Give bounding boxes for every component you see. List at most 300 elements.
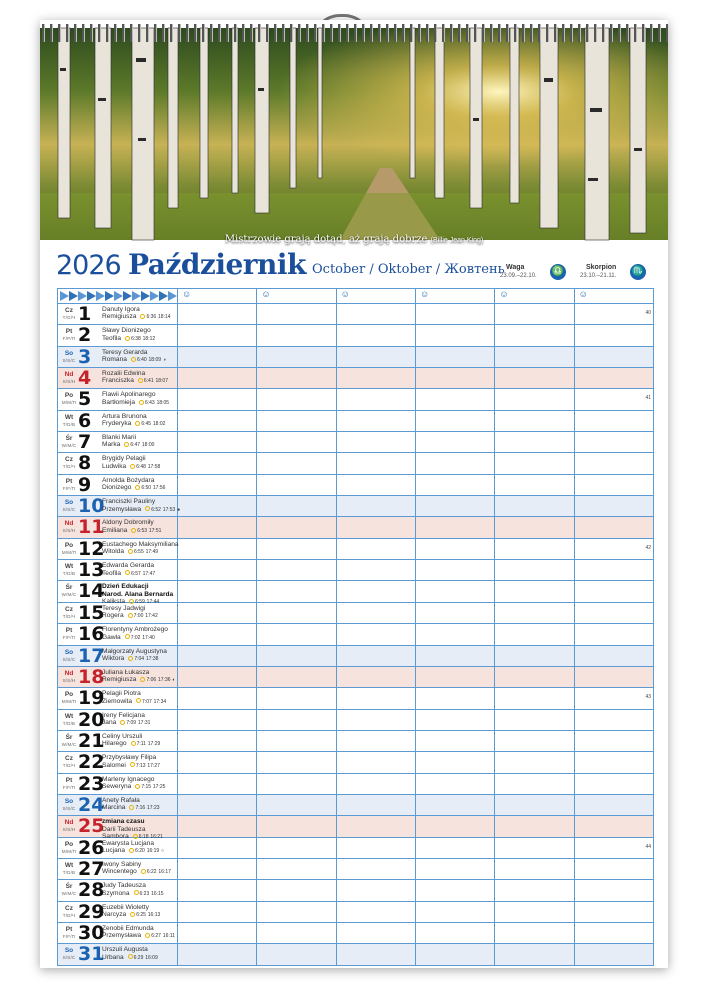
note-cell[interactable] [257, 410, 336, 431]
note-cell[interactable] [178, 837, 257, 858]
note-cell[interactable] [495, 773, 574, 794]
day-row [58, 837, 654, 858]
note-cell[interactable] [415, 688, 494, 709]
note-cell[interactable] [257, 922, 336, 943]
note-cell[interactable] [574, 346, 653, 367]
sunrise-time: 6:40 [136, 357, 147, 364]
note-cell[interactable] [495, 517, 574, 538]
note-cell[interactable] [178, 496, 257, 517]
note-cell[interactable] [574, 730, 653, 751]
note-cell[interactable] [178, 624, 257, 645]
nameday: Jana [102, 718, 117, 726]
note-cell[interactable] [495, 688, 574, 709]
note-cell[interactable] [336, 837, 415, 858]
nameday: Zenobii Edmunda [102, 924, 154, 932]
note-cell[interactable] [257, 752, 336, 773]
sun-icon [128, 954, 133, 959]
note-cell[interactable] [415, 837, 494, 858]
note-cell[interactable] [336, 304, 415, 325]
note-cell[interactable] [336, 880, 415, 901]
sun-icon [131, 528, 136, 533]
weekday: Po [64, 691, 74, 699]
note-cell[interactable] [257, 496, 336, 517]
note-cell[interactable] [495, 624, 574, 645]
weekday-abbrev: T/D/Ч [62, 763, 76, 769]
note-cell[interactable] [574, 432, 653, 453]
note-cell[interactable] [574, 837, 653, 858]
note-cell[interactable] [257, 581, 336, 602]
note-cell[interactable] [257, 688, 336, 709]
note-cell[interactable] [415, 944, 494, 965]
note-cell[interactable] [336, 794, 415, 815]
note-cell[interactable] [415, 666, 494, 687]
note-cell[interactable] [495, 880, 574, 901]
note-cell[interactable] [415, 901, 494, 922]
weekday-abbrev: W/M/С [61, 741, 77, 747]
note-cell[interactable] [495, 922, 574, 943]
sunrise-time: 6:57 [131, 570, 141, 577]
note-cell[interactable] [336, 474, 415, 495]
weekday: Pt [65, 627, 73, 635]
note-cell[interactable] [178, 410, 257, 431]
sun-icon [135, 421, 140, 426]
note-cell[interactable] [574, 858, 653, 879]
note-cell[interactable] [257, 602, 336, 623]
nameday: Marleny Ignacego [102, 775, 155, 783]
note-cell[interactable] [178, 794, 257, 815]
moon-phase-icon: ◐ [172, 677, 176, 684]
note-cell[interactable] [257, 645, 336, 666]
person-column-5[interactable]: ☺ [495, 289, 574, 304]
note-cell[interactable] [178, 517, 257, 538]
note-cell[interactable] [336, 816, 415, 837]
sun-icon [140, 677, 145, 682]
sunrise-time: 6:48 [136, 463, 146, 470]
note-cell[interactable] [495, 496, 574, 517]
day-number: 18 [78, 665, 105, 688]
note-cell[interactable] [574, 517, 653, 538]
note-cell[interactable] [178, 901, 257, 922]
note-cell[interactable] [415, 645, 494, 666]
note-cell[interactable] [336, 410, 415, 431]
note-cell[interactable] [336, 624, 415, 645]
note-cell[interactable] [336, 346, 415, 367]
note-cell[interactable] [336, 944, 415, 965]
weekday-abbrev: F/F/П [62, 784, 76, 790]
weekday: So [64, 499, 74, 507]
note-cell[interactable] [257, 837, 336, 858]
sunset-time: 16:13 [147, 912, 161, 919]
nameday: Edwarda Gerarda [102, 562, 155, 570]
note-cell[interactable] [336, 432, 415, 453]
note-cell[interactable] [495, 538, 574, 559]
note-cell[interactable] [574, 389, 653, 410]
sun-icon [130, 762, 135, 767]
namedays [102, 840, 182, 856]
day-cell [58, 837, 178, 858]
note-cell[interactable] [336, 496, 415, 517]
sunset-time: 17:58 [147, 463, 161, 470]
namedays [102, 946, 182, 962]
note-cell[interactable] [574, 773, 653, 794]
weekday: So [64, 947, 74, 955]
note-cell[interactable] [415, 389, 494, 410]
weekday: Wt [64, 712, 74, 720]
day-cell [58, 368, 178, 389]
zodiac-scorpio-dates: 23.10.–21.11. [580, 273, 617, 279]
day-row [58, 858, 654, 879]
note-cell[interactable] [257, 389, 336, 410]
note-cell[interactable] [257, 709, 336, 730]
note-cell[interactable] [336, 858, 415, 879]
note-cell[interactable] [574, 560, 653, 581]
sun-icon [136, 698, 141, 703]
note-cell[interactable] [178, 688, 257, 709]
note-cell[interactable] [495, 389, 574, 410]
note-cell[interactable] [178, 922, 257, 943]
note-cell[interactable] [178, 325, 257, 346]
day-cell [58, 453, 178, 474]
note-cell[interactable] [257, 858, 336, 879]
sunset-time: 17:44 [146, 599, 160, 606]
sunrise-time: 6:47 [130, 442, 141, 449]
note-cell[interactable] [257, 794, 336, 815]
person-column-2[interactable]: ☺ [257, 289, 336, 304]
day-number: 6 [78, 409, 92, 432]
header-photo [40, 28, 668, 245]
note-cell[interactable] [336, 773, 415, 794]
note-cell[interactable] [495, 474, 574, 495]
note-cell[interactable] [257, 730, 336, 751]
day-number: 9 [78, 473, 92, 496]
person-column-3[interactable]: ☺ [336, 289, 415, 304]
note-cell[interactable] [336, 602, 415, 623]
note-cell[interactable] [495, 581, 574, 602]
sunset-time: 17:27 [147, 762, 160, 769]
note-cell[interactable] [495, 645, 574, 666]
note-cell[interactable] [415, 624, 494, 645]
weekday: Śr [65, 584, 73, 592]
nameday: Florentyny Ambrożego [102, 626, 168, 634]
note-cell[interactable] [574, 752, 653, 773]
zodiac-libra-dates: 23.09.–22.10. [500, 273, 537, 279]
weekday: Po [64, 541, 74, 549]
weekday-abbrev: F/F/П [62, 933, 76, 939]
sunrise-time: 6:43 [144, 399, 155, 406]
nameday: Kaliksta [102, 598, 126, 606]
note-cell[interactable] [336, 901, 415, 922]
day-number: 5 [78, 388, 92, 411]
note-cell[interactable] [574, 944, 653, 965]
note-cell[interactable] [495, 666, 574, 687]
note-cell[interactable] [415, 368, 494, 389]
note-cell[interactable] [415, 496, 494, 517]
note-cell[interactable] [257, 474, 336, 495]
day-row [58, 581, 654, 602]
note-cell[interactable] [574, 368, 653, 389]
note-cell[interactable] [257, 944, 336, 965]
note-cell[interactable] [495, 453, 574, 474]
note-cell[interactable] [574, 645, 653, 666]
day-row [58, 389, 654, 410]
sun-icon [138, 378, 143, 383]
nameday: Remigiusza [102, 313, 137, 321]
note-cell[interactable] [178, 538, 257, 559]
weekday-abbrev: S/S/Н [62, 677, 76, 683]
nameday: Romana [102, 356, 127, 364]
day-cell [58, 624, 178, 645]
note-cell[interactable] [495, 730, 574, 751]
note-cell[interactable] [574, 325, 653, 346]
note-cell[interactable] [495, 837, 574, 858]
note-cell[interactable] [336, 922, 415, 943]
weekday-abbrev: M/M/П [61, 549, 77, 555]
note-cell[interactable] [178, 560, 257, 581]
day-number: 8 [78, 452, 92, 475]
person-column-4[interactable]: ☺ [415, 289, 494, 304]
note-cell[interactable] [178, 666, 257, 687]
note-cell[interactable] [257, 666, 336, 687]
weekday-abbrev: S/S/Н [62, 528, 76, 534]
person-column-6[interactable]: ☺ [574, 289, 653, 304]
note-cell[interactable] [336, 368, 415, 389]
note-cell[interactable] [415, 816, 494, 837]
note-cell[interactable] [336, 730, 415, 751]
sunrise-time: 6:53 [137, 527, 148, 534]
note-cell[interactable] [336, 666, 415, 687]
sun-icon [128, 656, 133, 661]
quote-text: Mistrzowie grają dotąd, aż grają dobrze [224, 234, 428, 245]
note-cell[interactable] [415, 794, 494, 815]
note-cell[interactable] [415, 517, 494, 538]
note-cell[interactable] [178, 368, 257, 389]
note-cell[interactable] [415, 858, 494, 879]
note-cell[interactable] [178, 432, 257, 453]
weekday-abbrev: M/M/П [61, 400, 77, 406]
note-cell[interactable] [178, 880, 257, 901]
nameday: Teofila [102, 569, 122, 577]
note-cell[interactable] [495, 368, 574, 389]
note-cell[interactable] [415, 538, 494, 559]
note-cell[interactable] [257, 432, 336, 453]
note-cell[interactable] [178, 752, 257, 773]
weekday-abbrev: S/S/С [62, 805, 76, 811]
sun-icon [129, 805, 134, 810]
note-cell[interactable] [574, 581, 653, 602]
note-cell[interactable] [336, 538, 415, 559]
note-cell[interactable] [336, 325, 415, 346]
note-cell[interactable] [336, 453, 415, 474]
note-cell[interactable] [257, 346, 336, 367]
note-cell[interactable] [415, 602, 494, 623]
note-cell[interactable] [574, 709, 653, 730]
note-cell[interactable] [574, 474, 653, 495]
day-rows [58, 304, 654, 966]
note-cell[interactable] [178, 944, 257, 965]
note-cell[interactable] [574, 816, 653, 837]
sunrise-time: 6:20 [135, 848, 145, 854]
day-number: 2 [78, 324, 92, 347]
note-cell[interactable] [574, 794, 653, 815]
weekday: Nd [64, 819, 74, 827]
note-cell[interactable] [495, 325, 574, 346]
weekday-abbrev: S/S/С [62, 656, 76, 662]
note-cell[interactable] [257, 517, 336, 538]
note-cell[interactable] [336, 560, 415, 581]
note-cell[interactable] [257, 773, 336, 794]
namedays [102, 306, 182, 322]
nameday: Artura Brunona [102, 412, 147, 420]
note-cell[interactable] [415, 325, 494, 346]
note-cell[interactable] [257, 368, 336, 389]
note-cell[interactable] [495, 560, 574, 581]
note-cell[interactable] [336, 752, 415, 773]
note-cell[interactable] [257, 325, 336, 346]
note-cell[interactable] [257, 304, 336, 325]
note-cell[interactable] [574, 880, 653, 901]
sunrise-time: 6:45 [141, 421, 152, 428]
note-cell[interactable] [257, 901, 336, 922]
note-cell[interactable] [574, 624, 653, 645]
sun-icon [135, 784, 140, 789]
note-cell[interactable] [178, 602, 257, 623]
day-number: 24 [78, 793, 105, 816]
note-cell[interactable] [257, 816, 336, 837]
nameday: Teresy Jadwigi [102, 604, 146, 612]
weekday: Pt [65, 776, 73, 784]
note-cell[interactable] [574, 602, 653, 623]
note-cell[interactable] [574, 453, 653, 474]
nameday: Anety Rafała [102, 796, 140, 804]
note-cell[interactable] [336, 709, 415, 730]
sunset-time: 18:12 [142, 335, 156, 342]
day-cell [58, 944, 178, 965]
note-cell[interactable] [574, 496, 653, 517]
note-cell[interactable] [415, 453, 494, 474]
note-cell[interactable] [415, 432, 494, 453]
note-cell[interactable] [336, 581, 415, 602]
month-title: Październik [128, 248, 306, 281]
note-cell[interactable] [495, 858, 574, 879]
nameday: Emiliana [102, 526, 128, 534]
note-cell[interactable] [415, 304, 494, 325]
weekday-abbrev: F/F/П [62, 635, 76, 641]
note-cell[interactable] [574, 304, 653, 325]
note-cell[interactable] [415, 730, 494, 751]
note-cell[interactable] [336, 688, 415, 709]
note-cell[interactable] [495, 816, 574, 837]
note-cell[interactable] [415, 346, 494, 367]
sunset-time: 17:36 [158, 677, 171, 684]
weekday-abbrev: F/F/П [62, 485, 76, 491]
nameday: Marcina [102, 804, 126, 812]
note-cell[interactable] [178, 453, 257, 474]
note-cell[interactable] [178, 346, 257, 367]
note-cell[interactable] [336, 389, 415, 410]
sunset-time: 16:11 [162, 933, 175, 940]
nameday: Aldony Dobromiły [102, 519, 154, 527]
spiral-binding [40, 24, 668, 42]
note-cell[interactable] [495, 944, 574, 965]
note-cell[interactable] [178, 474, 257, 495]
note-cell[interactable] [178, 389, 257, 410]
note-cell[interactable] [495, 304, 574, 325]
note-cell[interactable] [495, 410, 574, 431]
note-cell[interactable] [574, 922, 653, 943]
note-cell[interactable] [574, 538, 653, 559]
sun-icon [129, 848, 134, 853]
sun-icon [135, 485, 140, 490]
note-cell[interactable] [415, 560, 494, 581]
note-cell[interactable] [495, 602, 574, 623]
note-cell[interactable] [415, 752, 494, 773]
note-cell[interactable] [178, 773, 257, 794]
note-cell[interactable] [574, 410, 653, 431]
note-cell[interactable] [178, 645, 257, 666]
note-cell[interactable] [495, 346, 574, 367]
note-cell[interactable] [178, 709, 257, 730]
sun-icon [125, 634, 130, 639]
note-cell[interactable] [178, 581, 257, 602]
namedays [102, 498, 182, 514]
weekday: Po [64, 840, 74, 848]
nameday: Teofila [102, 334, 122, 342]
note-cell[interactable] [178, 304, 257, 325]
note-cell[interactable] [415, 773, 494, 794]
note-cell[interactable] [574, 688, 653, 709]
sun-icon [131, 357, 136, 362]
sun-icon [139, 400, 144, 405]
weekday-abbrev: S/S/С [62, 955, 76, 961]
note-cell[interactable] [415, 581, 494, 602]
sun-icon [124, 442, 129, 447]
note-cell[interactable] [495, 432, 574, 453]
note-cell[interactable] [257, 560, 336, 581]
note-cell[interactable] [495, 901, 574, 922]
note-cell[interactable] [178, 730, 257, 751]
namedays [102, 626, 182, 642]
note-cell[interactable] [415, 709, 494, 730]
note-cell[interactable] [415, 474, 494, 495]
sunrise-time: 7:00 [133, 613, 144, 620]
namedays [102, 391, 182, 407]
note-cell[interactable] [257, 538, 336, 559]
note-cell[interactable] [257, 880, 336, 901]
weekday-abbrev: W/M/С [61, 443, 77, 449]
note-cell[interactable] [415, 410, 494, 431]
note-cell[interactable] [415, 922, 494, 943]
note-cell[interactable] [178, 816, 257, 837]
note-cell[interactable] [178, 858, 257, 879]
note-cell[interactable] [495, 752, 574, 773]
namedays [102, 648, 182, 664]
day-cell [58, 560, 178, 581]
note-cell[interactable] [495, 794, 574, 815]
note-cell[interactable] [574, 666, 653, 687]
nameday: Euzebii Wioletty [102, 903, 149, 911]
note-cell[interactable] [336, 645, 415, 666]
note-cell[interactable] [415, 880, 494, 901]
note-cell[interactable] [336, 517, 415, 538]
note-cell[interactable] [257, 453, 336, 474]
note-cell[interactable] [495, 709, 574, 730]
namedays [102, 733, 182, 749]
sunset-time: 17:34 [153, 698, 167, 705]
sunrise-time: 6:52 [151, 506, 161, 513]
person-column-1[interactable]: ☺ [178, 289, 257, 304]
note-cell[interactable] [574, 901, 653, 922]
note-cell[interactable] [257, 624, 336, 645]
